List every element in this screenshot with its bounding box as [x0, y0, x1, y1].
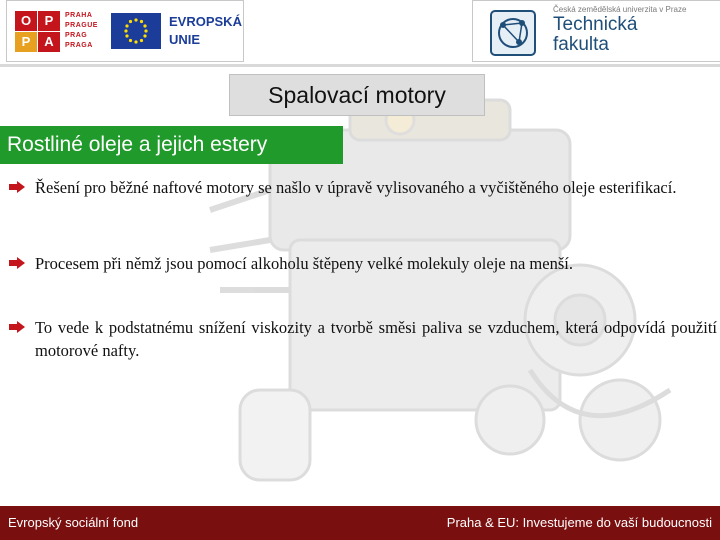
eu-flag-icon: [111, 13, 161, 49]
footer-left-text: Evropský sociální fond: [8, 515, 139, 530]
praha-row: PRAGA: [65, 42, 93, 49]
red-arrow-bullet-icon: [8, 321, 26, 333]
opp-logo: [15, 11, 61, 53]
bullet-text: Řešení pro běžné naftové motory se našlo v úpravě vylisovaného a vyčištěného oleje esterifikací.: [35, 178, 677, 197]
praha-row: PRAGUE: [65, 22, 98, 29]
praha-row: PRAG: [65, 32, 88, 39]
footer-bar: [0, 506, 720, 540]
praha-row: PRAHA: [65, 12, 93, 19]
bullet-text: Procesem při němž jsou pomocí alkoholu štěpeny velké molekuly oleje na menší.: [35, 254, 573, 273]
section-heading: Rostliné oleje a jejich estery: [0, 126, 343, 164]
footer-right-text: Praha & EU: Investujeme do vaší budoucnosti: [446, 515, 712, 530]
praha-wordmark: [65, 11, 99, 53]
opp-letter: O: [15, 11, 37, 31]
faculty-name: [553, 15, 638, 55]
opp-eu-logo: [6, 0, 244, 62]
faculty-logo: [472, 0, 720, 62]
faculty-emblem-icon: [489, 9, 537, 57]
red-arrow-bullet-icon: [8, 181, 26, 193]
slide-title: Spalovací motory: [229, 74, 485, 116]
bullet-text: To vede k podstatnému snížení viskozity a tvorbě směsi paliva se vzduchem, která odpovídá použití motorové nafty.: [35, 318, 717, 360]
red-arrow-bullet-icon: [8, 257, 26, 269]
university-name: Česká zemědělská univerzita v Praze: [553, 5, 687, 14]
opp-letter: P: [38, 11, 60, 31]
faculty-name-line: fakulta: [553, 34, 609, 55]
opp-letter: P: [15, 32, 37, 52]
eu-text: [169, 13, 242, 49]
eu-text-line: UNIE: [169, 32, 201, 47]
faculty-name-line: Technická: [553, 14, 638, 35]
opp-letter: A: [38, 32, 60, 52]
header-divider: [0, 64, 720, 67]
eu-text-line: EVROPSKÁ: [169, 14, 242, 29]
